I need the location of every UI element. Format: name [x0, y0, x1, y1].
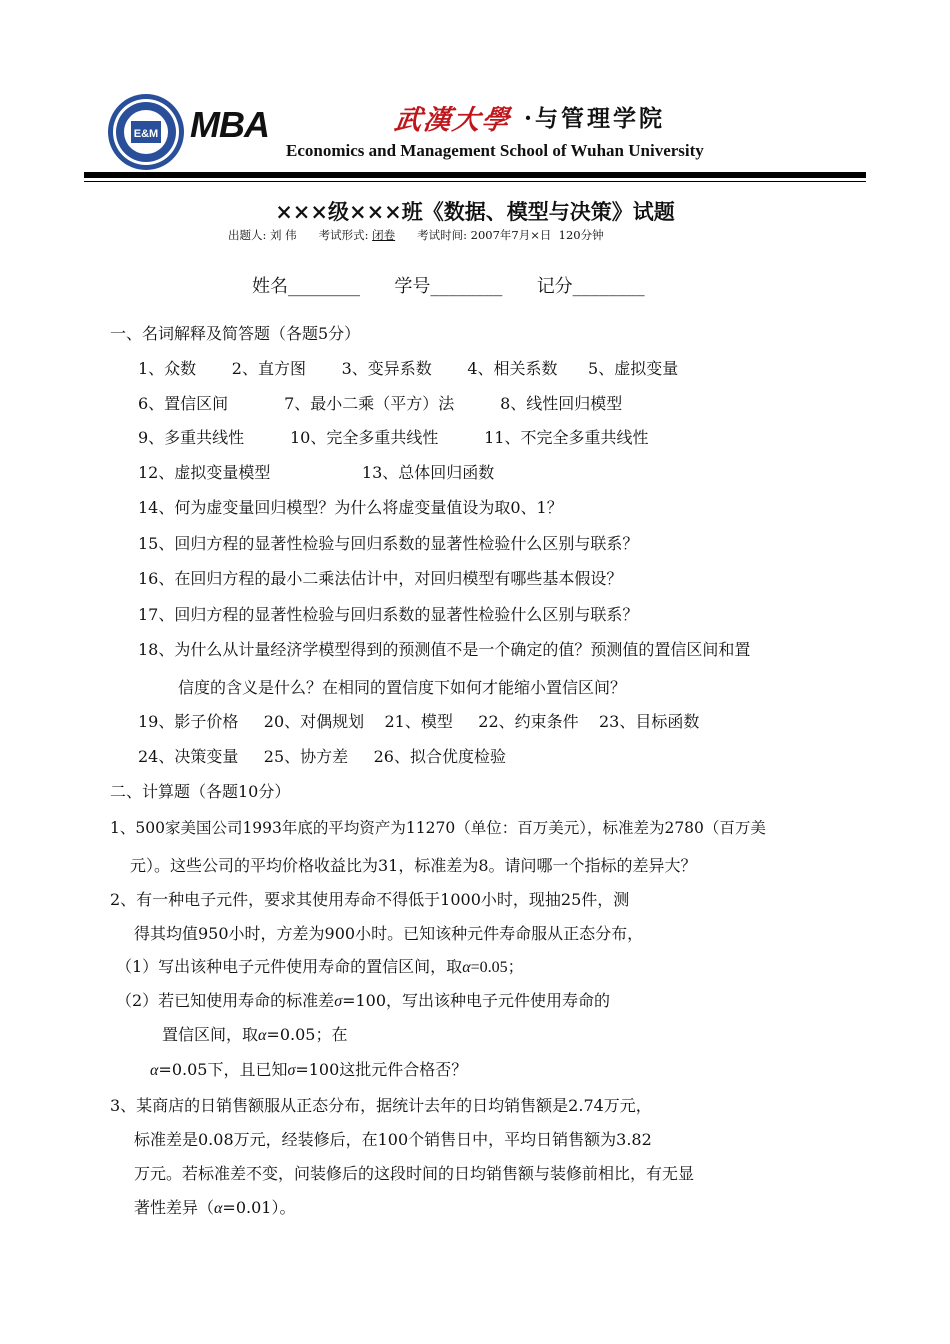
alpha-symbol: α [258, 1027, 267, 1044]
exam-title: ×××级×××班《数据、模型与决策》试题 [275, 199, 675, 224]
university-calligraphy: 武漢大學 [392, 105, 513, 136]
section1-line-6: 15、回归方程的显著性检验与回归系数的显著性检验什么区别与联系？ [138, 534, 639, 553]
q3-line-1: 3、某商店的日销售额服从正态分布，据统计去年的日均销售额是2.74万元， [110, 1096, 652, 1115]
alpha-symbol: α [462, 959, 471, 976]
setter: 刘 伟 [270, 228, 297, 242]
student-id-field: 学号________ [394, 276, 503, 297]
section1-line-5: 14、何为虚变量回归模型？为什么将虚变量值设为取0、1？ [138, 498, 563, 517]
q2-part4-value: =100这批元件合格否？ [295, 1060, 468, 1079]
q2-part2-text: （2）若已知使用寿命的标准差 [116, 991, 335, 1010]
q2-part3-text: 置信区间，取 [162, 1025, 259, 1044]
time-label: 考试时间: [417, 228, 467, 242]
section1-line-12: 24、决策变量 25、协方差 26、拟合优度检验 [138, 747, 506, 766]
header-rule-thick [84, 172, 866, 178]
name-field: 姓名________ [252, 276, 360, 297]
exam-date: 2007年7月×日 [470, 228, 552, 242]
student-info-row [252, 272, 645, 298]
q2-part4 [150, 1060, 467, 1081]
sigma-symbol: σ [334, 993, 343, 1010]
alpha-symbol: α [150, 1062, 159, 1079]
q2-line-2: 得其均值950小时，方差为900小时。已知该种元件寿命服从正态分布， [134, 924, 644, 943]
q3-line-4 [134, 1198, 295, 1219]
q1-line-2: 元）。这些公司的平均价格收益比为31，标准差为8。请问哪一个指标的差异大？ [130, 856, 697, 875]
section1-line-2: 6、置信区间 7、最小二乘（平方）法 8、线性回归模型 [138, 394, 623, 413]
header-rule-thin [84, 181, 866, 182]
alpha-symbol: α [214, 1200, 223, 1217]
section1-line-1: 1、众数 2、直方图 3、变异系数 4、相关系数 5、虚拟变量 [138, 359, 679, 378]
section1-line-11: 19、影子价格 20、对偶规划 21、模型 22、约束条件 23、目标函数 [138, 712, 700, 731]
exam-form: 闭卷 [372, 228, 396, 242]
section1-heading: 一、名词解释及简答题（各题5分） [110, 324, 361, 343]
section1-line-4: 12、虚拟变量模型 13、总体回归函数 [138, 463, 495, 482]
section1-line-7: 16、在回归方程的最小二乘法估计中，对回归模型有哪些基本假设？ [138, 569, 623, 588]
q3-line-4-value: =0.01）。 [222, 1198, 296, 1217]
school-name-en: Economics and Management School of Wuhan University [286, 141, 704, 160]
section1-line-10: 信度的含义是什么？在相同的置信度下如何才能缩小置信区间？ [178, 678, 627, 697]
seal-text: E&M [133, 128, 159, 140]
q2-part4-text: =0.05下，且已知 [158, 1060, 288, 1079]
q2-line-1: 2、有一种电子元件，要求其使用寿命不得低于1000小时，现抽25件，测 [110, 890, 630, 909]
exam-duration: 120分钟 [558, 228, 604, 242]
school-seal-logo [107, 93, 185, 171]
score-field: 记分________ [536, 276, 645, 297]
q3-line-2: 标准差是0.08万元，经装修后，在100个销售日中，平均日销售额为3.82 [134, 1130, 652, 1149]
q2-part3 [162, 1025, 347, 1046]
section1-line-9: 18、为什么从计量经济学模型得到的预测值不是一个确定的值？预测值的置信区间和置 [138, 640, 751, 659]
form-label: 考试形式: [318, 228, 369, 242]
exam-meta [228, 227, 604, 243]
sigma-symbol: σ [287, 1062, 296, 1079]
q3-line-3: 万元。若标准差不变，问装修后的这段时间的日均销售额与装修前相比，有无显 [134, 1164, 695, 1183]
setter-label: 出题人: [228, 228, 267, 242]
q2-part2 [116, 991, 610, 1012]
section1-line-3: 9、多重共线性 10、完全多重共线性 11、不完全多重共线性 [138, 428, 649, 447]
q2-part2-value: =100，写出该种电子元件使用寿命的 [342, 991, 611, 1010]
mba-logo-text: MBA [190, 104, 269, 145]
q1-line-1: 1、500家美国公司1993年底的平均资产为11270（单位：百万美元），标准差为2780（百万美 [110, 819, 766, 837]
q3-line-4-text: 著性差异（ [134, 1198, 215, 1217]
section1-line-8: 17、回归方程的显著性检验与回归系数的显著性检验什么区别与联系？ [138, 605, 639, 624]
q2-part1 [116, 957, 524, 978]
section2-heading: 二、计算题（各题10分） [110, 782, 291, 801]
school-name-cn: ·与管理学院 [524, 105, 666, 132]
q2-part3-value: =0.05；在 [266, 1025, 348, 1044]
q2-part1-value: =0.05； [470, 959, 524, 976]
q2-part1-text: （1）写出该种电子元件使用寿命的置信区间，取 [116, 957, 463, 976]
